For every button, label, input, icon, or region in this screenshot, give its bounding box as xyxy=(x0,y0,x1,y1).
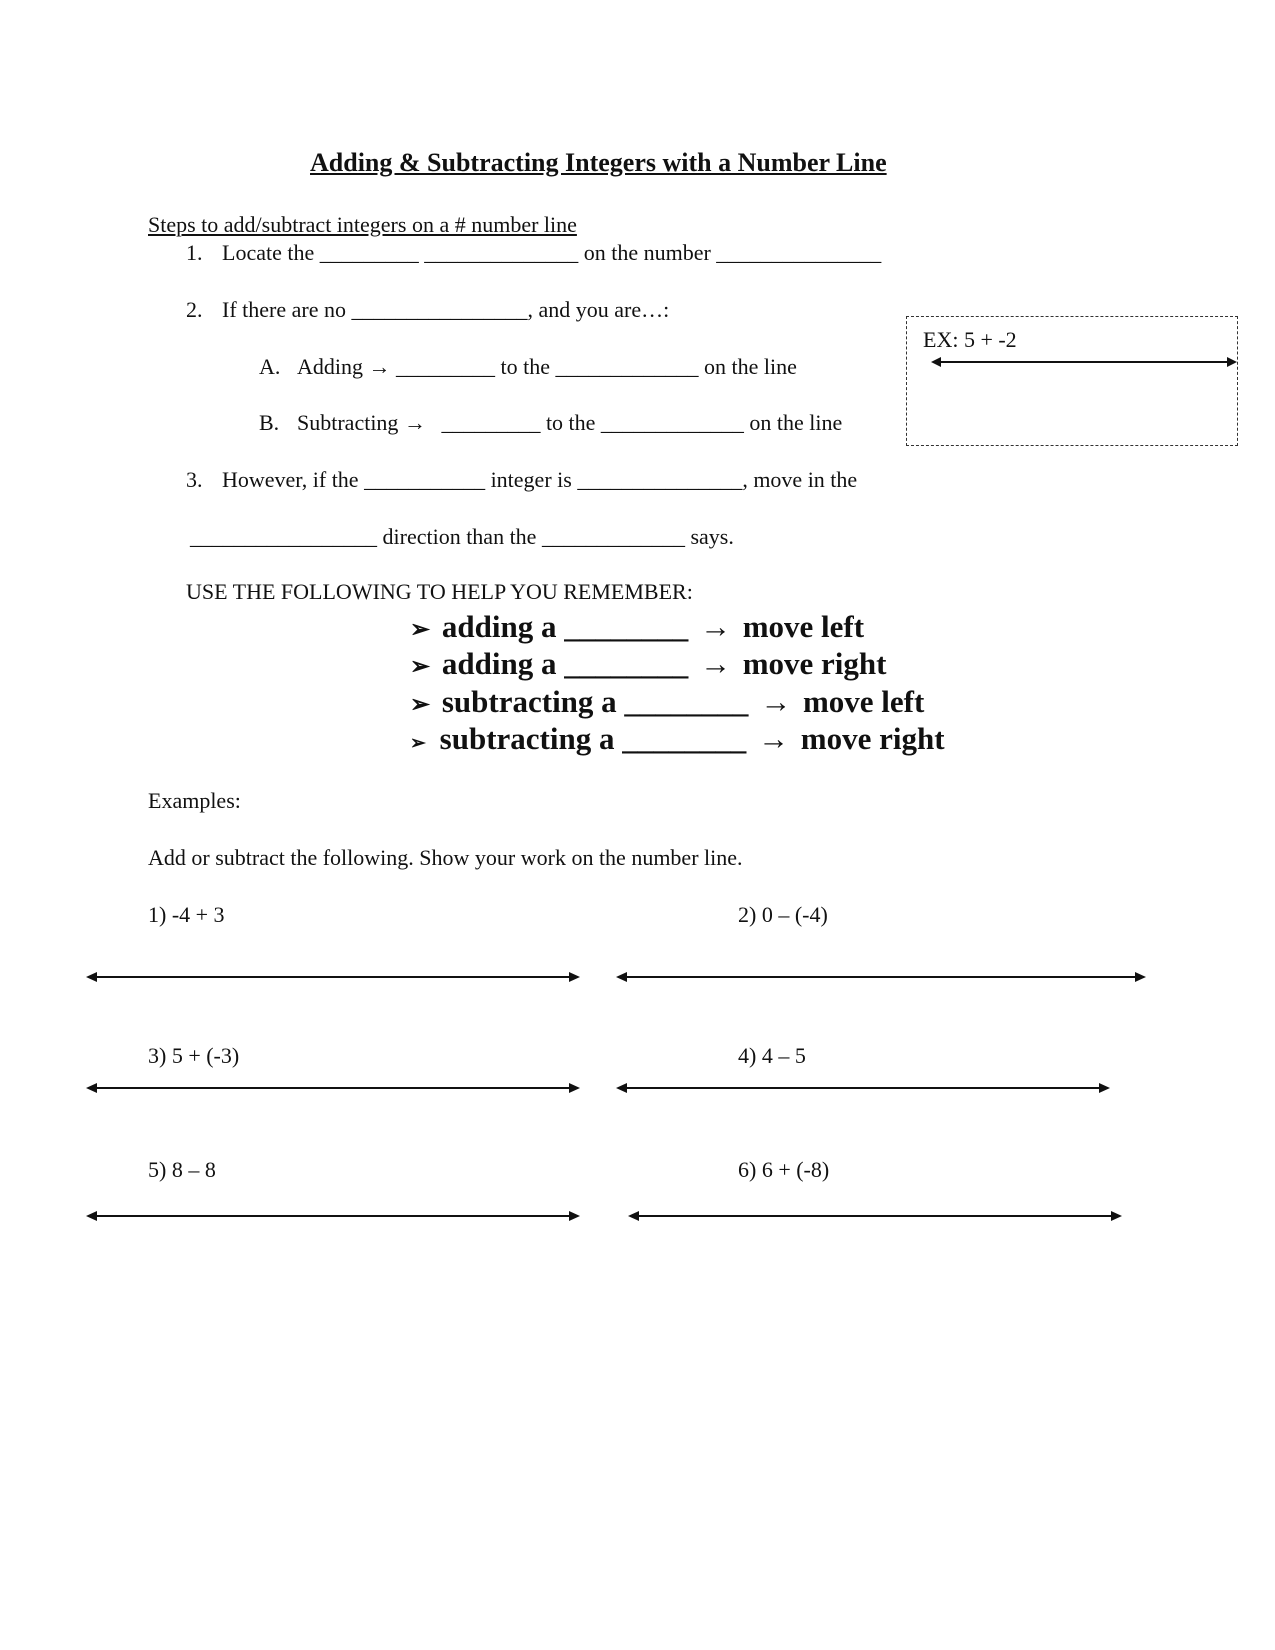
problem-6: 6) 6 + (-8) xyxy=(738,1157,830,1182)
step-3-continuation: _________________ direction than the _____________ says. xyxy=(190,524,734,549)
problem-1: 1) -4 + 3 xyxy=(148,902,225,927)
rule-result: move right xyxy=(800,721,945,756)
rule-2 xyxy=(410,646,886,685)
step-2a-blanks: _________ to the _____________ on the line xyxy=(396,354,797,379)
number-line-1 xyxy=(86,970,580,984)
step-2a-label: Adding xyxy=(297,354,363,379)
bullet-arrow-icon: ➢ xyxy=(410,654,431,680)
right-arrow-icon: → xyxy=(758,721,789,756)
number-line-4 xyxy=(616,1081,1110,1095)
step-2b-letter: B. xyxy=(259,410,280,435)
rule-4 xyxy=(410,721,945,762)
example-box xyxy=(906,316,1238,446)
bullet-arrow-icon: ➢ xyxy=(410,733,426,754)
problem-5: 5) 8 – 8 xyxy=(148,1157,216,1182)
page-title: Adding & Subtracting Integers with a Number Line xyxy=(310,148,887,177)
example-label: EX: 5 + -2 xyxy=(923,327,1017,352)
step-3-number: 3. xyxy=(186,467,203,492)
bullet-arrow-icon: ➢ xyxy=(410,692,431,718)
rule-1 xyxy=(410,609,864,648)
step-2b-blanks: _________ to the _____________ on the line xyxy=(441,410,843,435)
right-arrow-icon: → xyxy=(699,646,731,681)
rule-result: move left xyxy=(802,684,925,719)
example-number-line xyxy=(931,355,1241,369)
bullet-arrow-icon: ➢ xyxy=(410,617,431,643)
rule-lead: subtracting a ________ xyxy=(441,684,749,719)
step-2-number: 2. xyxy=(186,297,203,322)
number-line-2 xyxy=(616,970,1146,984)
step-3-text: However, if the ___________ integer is _______________, move in the xyxy=(222,467,858,492)
step-2b-label: Subtracting xyxy=(297,410,399,435)
step-1-number: 1. xyxy=(186,240,203,265)
right-arrow-icon: → xyxy=(403,410,426,435)
remember-heading: USE THE FOLLOWING TO HELP YOU REMEMBER: xyxy=(186,579,693,604)
rule-lead: adding a ________ xyxy=(441,646,689,681)
right-arrow-icon: → xyxy=(760,684,792,719)
steps-heading: Steps to add/subtract integers on a # number line xyxy=(148,212,577,237)
problem-4: 4) 4 – 5 xyxy=(738,1043,806,1068)
problem-2: 2) 0 – (-4) xyxy=(738,902,828,927)
step-2a-letter: A. xyxy=(259,354,281,379)
rule-result: move right xyxy=(742,646,887,681)
step-2b-text xyxy=(297,410,842,436)
right-arrow-icon: → xyxy=(699,609,731,644)
number-line-5 xyxy=(86,1209,580,1223)
rule-result: move left xyxy=(742,609,865,644)
right-arrow-icon: → xyxy=(368,354,391,379)
examples-heading: Examples: xyxy=(148,788,241,813)
rule-lead: adding a ________ xyxy=(441,609,689,644)
problem-3: 3) 5 + (-3) xyxy=(148,1043,240,1068)
number-line-6 xyxy=(628,1209,1122,1223)
instructions: Add or subtract the following. Show your work on the number line. xyxy=(148,845,743,870)
number-line-3 xyxy=(86,1081,580,1095)
step-2a-text xyxy=(297,354,797,380)
step-2-text: If there are no ________________, and you are…: xyxy=(222,297,670,322)
rule-lead: subtracting a ________ xyxy=(439,721,747,756)
rule-3 xyxy=(410,684,924,723)
step-1-text: Locate the _________ ______________ on the number _______________ xyxy=(222,240,882,265)
